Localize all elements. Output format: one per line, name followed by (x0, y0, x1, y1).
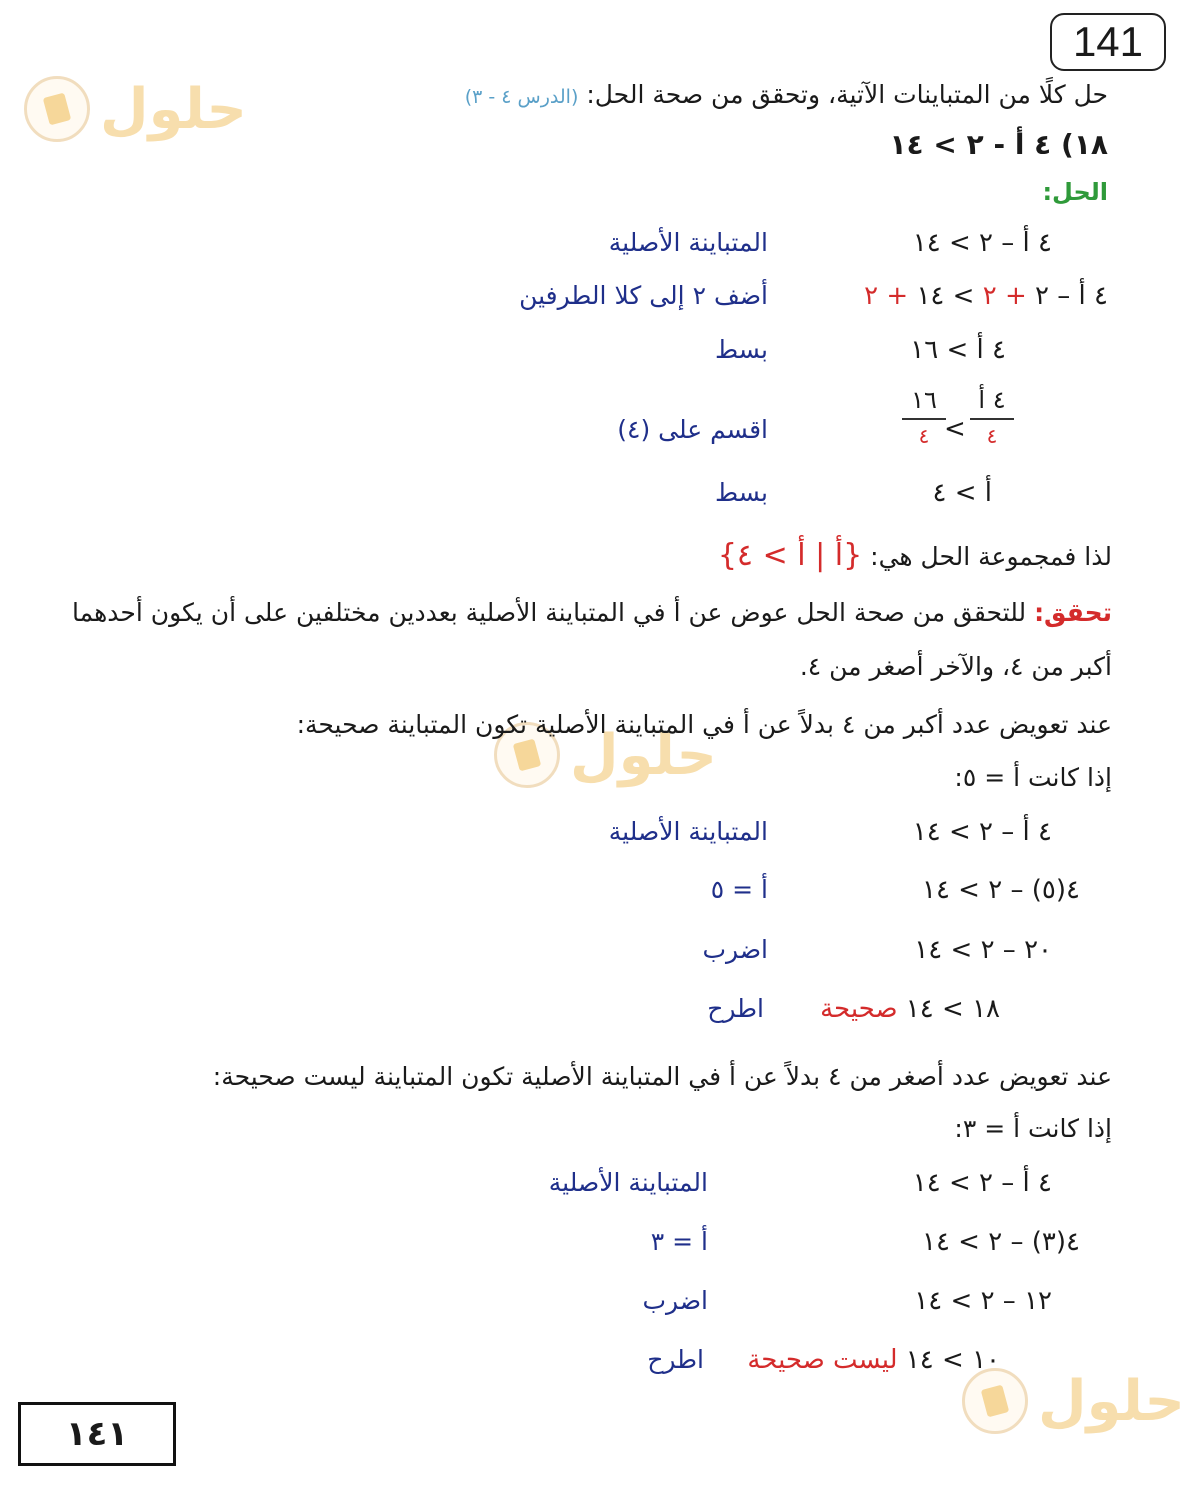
check-line-2: أكبر من ٤، والآخر أصغر من ٤. (799, 652, 1112, 681)
step-note: أضف ٢ إلى كلا الطرفين (519, 281, 768, 310)
case1-equation: ٤(٥) – ٢ > ١٤ (921, 875, 1080, 905)
case1-equation: ١٨ > ١٤ صحيحة (820, 994, 1000, 1024)
case1-if: إذا كانت أ = ٥: (954, 763, 1112, 792)
problem-statement: ١٨) ٤ أ - ٢ > ١٤ (889, 128, 1108, 161)
case1-equation: ٢٠ – ٢ > ١٤ (914, 935, 1052, 965)
solution-label: الحل: (1042, 178, 1108, 206)
watermark-logo-bottom: حلول (962, 1368, 1185, 1434)
verdict-false: ليست صحيحة (747, 1345, 898, 1375)
step-note: اقسم على (٤) (617, 415, 768, 444)
case2-note: اطرح (647, 1345, 704, 1374)
step-equation: ٤ أ > ١٦ (910, 335, 1006, 365)
case2-equation: ١٢ – ٢ > ١٤ (914, 1286, 1052, 1316)
greater-than-sign: < (944, 414, 966, 444)
verdict-true: صحيحة (820, 994, 898, 1024)
step-note: بسط (715, 478, 768, 507)
case2-equation: ٤(٣) – ٢ > ١٤ (921, 1227, 1080, 1257)
case1-note: اضرب (702, 935, 768, 964)
solution-set-line: لذا فمجموعة الحل هي: {أ | أ > ٤} (717, 538, 1112, 573)
watermark-logo-middle: حلول (494, 722, 717, 788)
page-number-top: 141 (1050, 13, 1166, 71)
instruction-text: حل كلًا من المتباينات الآتية، وتحقق من صحة الحل: (586, 80, 1108, 109)
check-line-1: تحقق: للتحقق من صحة الحل عوض عن أ في المتباينة الأصلية بعددين مختلفين على أن يكون أحدهما (72, 598, 1112, 627)
case1-equation: ٤ أ – ٢ > ١٤ (912, 817, 1052, 847)
fraction-right: ١٦ ٤ (902, 386, 946, 448)
page-number-bottom: ١٤١ (18, 1402, 176, 1466)
case2-note: أ = ٣ (650, 1227, 708, 1256)
case2-note: المتباينة الأصلية (548, 1168, 708, 1197)
check-label: تحقق: (1034, 598, 1112, 627)
lesson-ref: (الدرس ٤ - ٣) (464, 86, 579, 108)
step-equation: أ > ٤ (932, 478, 992, 508)
step-note: بسط (715, 335, 768, 364)
case1-note: اطرح (707, 994, 764, 1023)
case2-intro: عند تعويض عدد أصغر من ٤ بدلاً عن أ في المتباينة الأصلية تكون المتباينة ليست صحيحة: (212, 1062, 1112, 1091)
case1-intro: عند تعويض عدد أكبر من ٤ بدلاً عن أ في المتباينة الأصلية تكون المتباينة صحيحة: (296, 710, 1112, 739)
case2-equation: ١٠ > ١٤ ليست صحيحة (747, 1345, 1000, 1375)
watermark-logo-top: حلول (24, 76, 247, 142)
step-equation: ٤ أ – ٢ + ٢ > ١٤ + ٢ (864, 281, 1108, 311)
solution-set: {أ | أ > ٤} (717, 538, 863, 573)
fraction-left: ٤ أ ٤ (970, 386, 1014, 448)
case1-note: أ = ٥ (710, 875, 768, 904)
step-note: المتباينة الأصلية (608, 228, 768, 257)
instruction-line (465, 80, 1108, 109)
case2-note: اضرب (642, 1286, 708, 1315)
case2-if: إذا كانت أ = ٣: (954, 1114, 1112, 1143)
case2-equation: ٤ أ – ٢ > ١٤ (912, 1168, 1052, 1198)
step-equation: ٤ أ – ٢ > ١٤ (912, 228, 1052, 258)
book-icon (24, 76, 90, 142)
book-icon (962, 1368, 1028, 1434)
case1-note: المتباينة الأصلية (608, 817, 768, 846)
